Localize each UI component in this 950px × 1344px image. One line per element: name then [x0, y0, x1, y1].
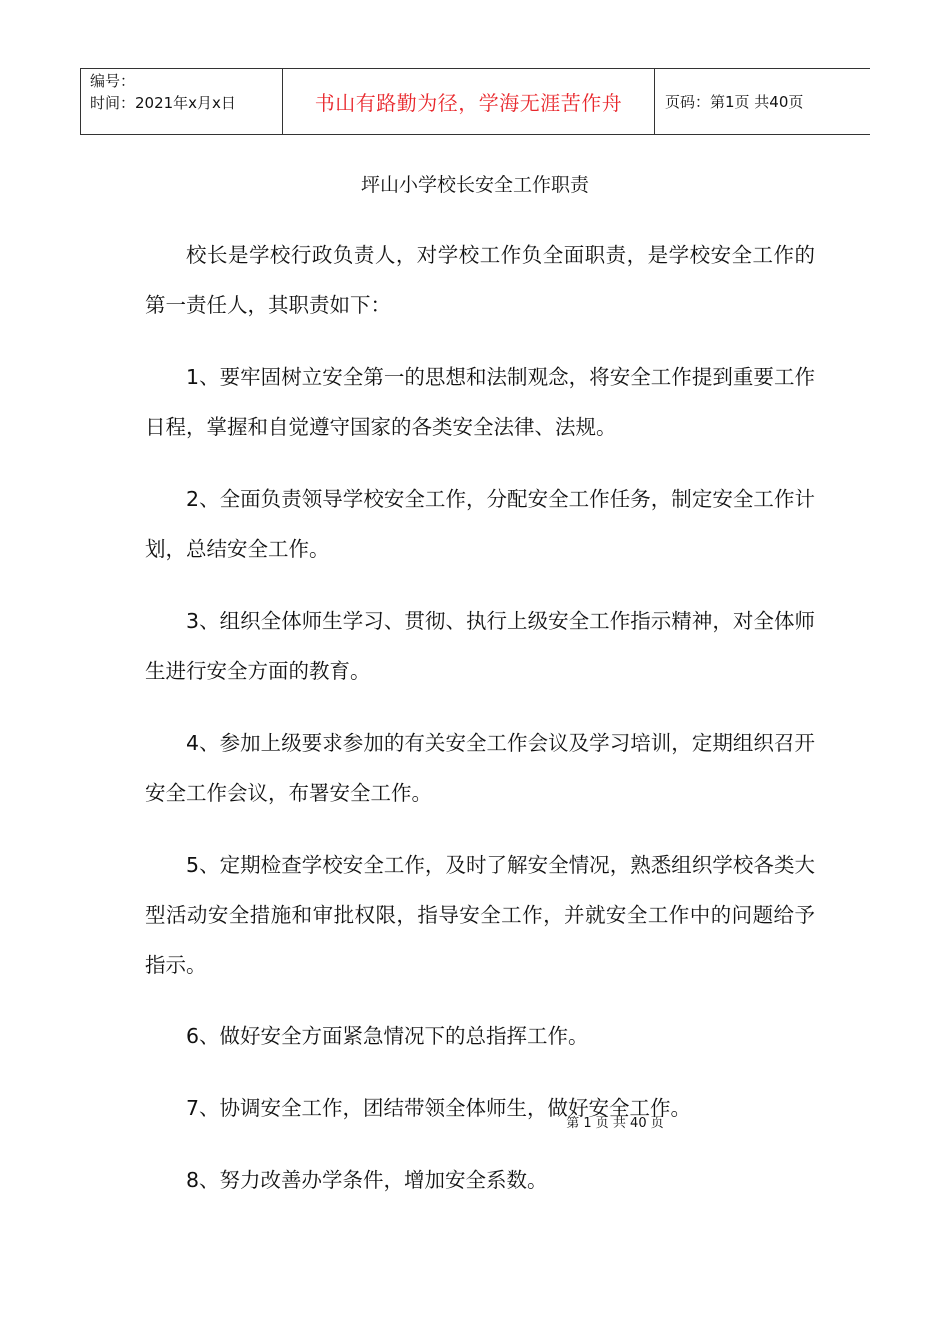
- header-table: [80, 68, 870, 135]
- duty-item-6: 6、做好安全方面紧急情况下的总指挥工作。: [186, 1024, 589, 1048]
- duty-item-1: 1、要牢固树立安全第一的思想和法制观念，将安全工作提到重要工作日程，掌握和自觉遵守国家的各类安全法律、法规。: [145, 365, 815, 439]
- number-label: 编号：: [90, 72, 136, 90]
- footer-page-number: 第 1 页 共 40 页: [566, 1116, 664, 1131]
- intro-paragraph: 校长是学校行政负责人，对学校工作负全面职责，是学校安全工作的第一责任人，其职责如下：: [145, 243, 815, 317]
- page-label: 页码：第1页 共40页: [665, 93, 804, 111]
- duty-item-2: 2、全面负责领导学校安全工作，分配安全工作任务，制定安全工作计划，总结安全工作。: [145, 487, 815, 561]
- duty-item-3: 3、组织全体师生学习、贯彻、执行上级安全工作指示精神，对全体师生进行安全方面的教育。: [145, 609, 815, 683]
- duty-item-4: 4、参加上级要求参加的有关安全工作会议及学习培训，定期组织召开安全工作会议，布署安全工作。: [145, 731, 815, 805]
- page-info-cell: [655, 69, 870, 134]
- motto-cell: [283, 69, 655, 134]
- duty-item-7: 7、协调安全工作，团结带领全体师生，做好安全工作。: [186, 1096, 692, 1120]
- document-title: 坪山小学校长安全工作职责: [360, 174, 589, 196]
- duty-item-5: 5、定期检查学校安全工作，及时了解安全情况，熟悉组织学校各类大型活动安全措施和审批权限，指导安全工作，并就安全工作中的问题给予指示。: [145, 853, 815, 977]
- motto-text: 书山有路勤为径，学海无涯苦作舟: [314, 91, 623, 115]
- time-label: 时间：2021年x月x日: [90, 94, 236, 112]
- duty-item-8: 8、努力改善办学条件，增加安全系数。: [186, 1168, 548, 1192]
- header-info-cell: [81, 69, 283, 134]
